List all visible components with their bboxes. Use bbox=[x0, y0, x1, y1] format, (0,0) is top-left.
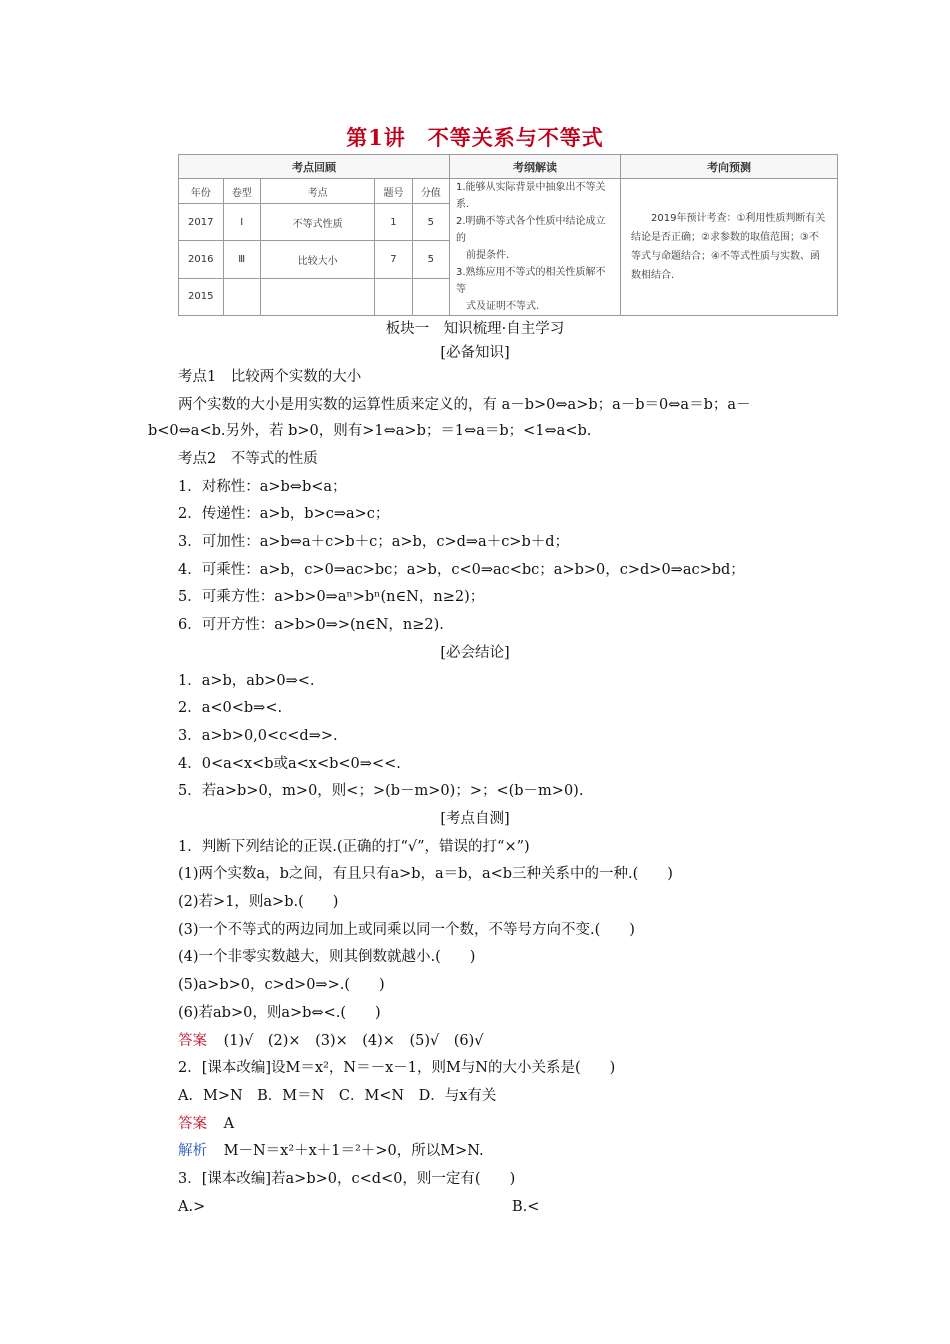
question-2-analysis bbox=[178, 1141, 484, 1161]
conclusion-item: 2．a<0<b⇒<. bbox=[178, 700, 283, 716]
analysis-text: M－N＝x²＋x＋1＝²＋>0，所以M>N. bbox=[223, 1143, 484, 1159]
outline-line: 1.能够从实际背景中抽象出不等关系. bbox=[456, 182, 606, 210]
property-item: 2．传递性：a>b，b>c⇒a>c； bbox=[178, 506, 390, 522]
property-item: 5．可乘方性：a>b>0⇒aⁿ>bⁿ(n∈N，n≥2)； bbox=[178, 589, 485, 605]
table-cell: 2016 bbox=[179, 241, 224, 278]
outline-line: 2.明确不等式各个性质中结论成立的 bbox=[456, 216, 606, 244]
table-cell: 5 bbox=[412, 241, 449, 278]
property-item: 4．可乘性：a>b，c>0⇒ac>bc；a>b，c<0⇒ac<bc；a>b>0，c>d>0⇒ac>bd； bbox=[178, 562, 745, 578]
section-header: 板块一 知识梳理·自主学习 bbox=[385, 321, 565, 337]
topic1-text: b<0⇔a<b.另外，若 b>0，则有>1⇔a>b；＝1⇔a＝b；<1⇔a<b. bbox=[148, 423, 592, 439]
answer-label: 答案 bbox=[178, 1033, 207, 1049]
table-cell bbox=[260, 278, 374, 315]
outline-line: 前提条件. bbox=[466, 250, 510, 261]
subheader-score: 分值 bbox=[412, 179, 449, 204]
page-title: 第1讲 不等关系与不等式 bbox=[346, 125, 604, 150]
question-1-item: (6)若ab>0，则a>b⇔<.( ) bbox=[178, 1005, 381, 1021]
subsection-required-knowledge: [必备知识] bbox=[440, 345, 510, 361]
subheader-year: 年份 bbox=[179, 179, 224, 204]
question-3-option-a: A.> bbox=[178, 1199, 206, 1215]
outline-cell bbox=[450, 179, 621, 316]
exam-overview-table bbox=[178, 154, 838, 316]
outline-line: 式及证明不等式. bbox=[466, 301, 540, 312]
property-item: 6．可开方性：a>b>0⇒>(n∈N，n≥2). bbox=[178, 617, 444, 633]
conclusion-item: 1．a>b，ab>0⇒<. bbox=[178, 673, 315, 689]
table-cell: 比较大小 bbox=[260, 241, 374, 278]
question-3-option-b: B.< bbox=[512, 1199, 540, 1215]
outline-line: 3.熟练应用不等式的相关性质解不等 bbox=[456, 267, 606, 295]
topic1-title: 考点1 比较两个实数的大小 bbox=[178, 369, 362, 385]
question-3: 3．[课本改编]若a>b>0，c<d<0，则一定有( ) bbox=[178, 1171, 516, 1187]
table-cell bbox=[375, 278, 412, 315]
conclusion-item: 3．a>b>0,0<c<d⇒>. bbox=[178, 728, 338, 744]
subheader-point: 考点 bbox=[260, 179, 374, 204]
conclusion-item: 4．0<a<x<b或a<x<b<0⇒<<. bbox=[178, 756, 401, 772]
question-1-item: (4)一个非零实数越大，则其倒数就越小.( ) bbox=[178, 949, 476, 965]
question-1-item: (2)若>1，则a>b.( ) bbox=[178, 894, 339, 910]
question-2: 2．[课本改编]设M＝x²，N＝－x－1，则M与N的大小关系是( ) bbox=[178, 1060, 616, 1076]
header-review: 考点回顾 bbox=[179, 155, 450, 179]
table-cell: Ⅰ bbox=[223, 204, 260, 241]
topic2-title: 考点2 不等式的性质 bbox=[178, 451, 318, 467]
topic1-text: 两个实数的大小是用实数的运算性质来定义的，有 a－b>0⇔a>b；a－b＝0⇔a＝b；a－ bbox=[178, 397, 751, 413]
header-prediction: 考向预测 bbox=[621, 155, 838, 179]
property-item: 1．对称性：a>b⇔b<a； bbox=[178, 479, 347, 495]
question-1-item: (1)两个实数a，b之间，有且只有a>b，a＝b，a<b三种关系中的一种.( ) bbox=[178, 866, 673, 882]
answer-label: 答案 bbox=[178, 1116, 207, 1132]
subheader-paper: 卷型 bbox=[223, 179, 260, 204]
answer-text: (1)√ (2)× (3)× (4)× (5)√ (6)√ bbox=[223, 1033, 484, 1049]
question-1-item: (5)a>b>0，c>d>0⇒>.( ) bbox=[178, 977, 385, 993]
table-cell: 7 bbox=[375, 241, 412, 278]
property-item: 3．可加性：a>b⇔a＋c>b＋c；a>b，c>d⇒a＋c>b＋d； bbox=[178, 534, 570, 550]
question-2-answer bbox=[178, 1114, 234, 1134]
table-cell: 不等式性质 bbox=[260, 204, 374, 241]
table-cell: 2015 bbox=[179, 278, 224, 315]
subsection-conclusions: [必会结论] bbox=[440, 645, 510, 661]
question-1: 1．判断下列结论的正误.(正确的打“√”，错误的打“×”) bbox=[178, 839, 530, 855]
table-cell bbox=[223, 278, 260, 315]
table-cell: Ⅲ bbox=[223, 241, 260, 278]
table-cell bbox=[412, 278, 449, 315]
question-2-options: A．M>N B．M＝N C．M<N D．与x有关 bbox=[178, 1088, 497, 1104]
conclusion-item: 5．若a>b>0，m>0，则<；>(b－m>0)；>；<(b－m>0). bbox=[178, 783, 584, 799]
table-cell: 2017 bbox=[179, 204, 224, 241]
header-outline: 考纲解读 bbox=[450, 155, 621, 179]
table-cell: 1 bbox=[375, 204, 412, 241]
subsection-self-test: [考点自测] bbox=[440, 811, 510, 827]
answer-text: A bbox=[223, 1116, 235, 1132]
analysis-label: 解析 bbox=[178, 1143, 207, 1159]
subheader-number: 题号 bbox=[375, 179, 412, 204]
question-1-answer bbox=[178, 1031, 484, 1051]
question-1-item: (3)一个不等式的两边同加上或同乘以同一个数，不等号方向不变.( ) bbox=[178, 922, 635, 938]
prediction-cell: 2019年预计考查：①利用性质判断有关结论是否正确；②求参数的取值范围；③不等式与命题结合；④不等式性质与实数、函数相结合. bbox=[621, 179, 838, 316]
table-cell: 5 bbox=[412, 204, 449, 241]
